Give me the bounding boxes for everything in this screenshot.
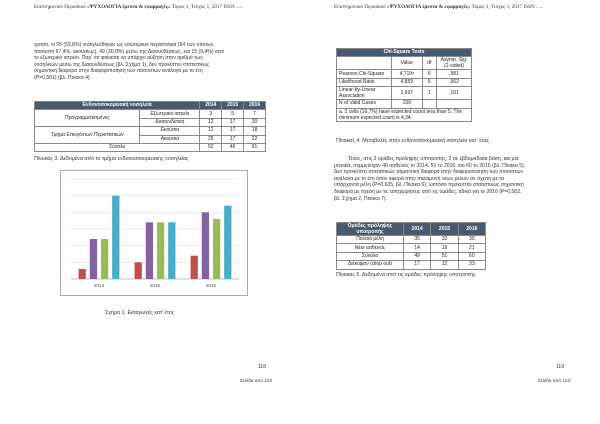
bar <box>213 219 220 279</box>
paragraph-line: το εξωτερικό ιατρείο. Παρ' ότι φαίνεται να υπάρχει αύξηση στον αριθμό των <box>34 55 203 62</box>
table-cell: 4,859 <box>392 78 423 86</box>
row-label: Διασυνδετική <box>140 118 200 126</box>
row-label: Εξωτερικό ιατρείο <box>140 110 200 118</box>
row-label: N of Valid Cases <box>337 100 392 108</box>
table-cell: 17 <box>222 118 244 126</box>
row-label: Νέοι ασθενείς <box>337 244 404 252</box>
table-cell: 2,697 <box>392 87 423 100</box>
paragraph-line: ποσοστό 67,4%, ακουσίως), 49 (30,8%) μέσω της Διασυνδέσεως, και 15 (9,4%) από <box>34 48 225 55</box>
table-cell: 52 <box>200 143 222 151</box>
table-cell: 159 <box>392 100 423 108</box>
table-cell: 3 <box>200 110 222 118</box>
body-paragraph <box>34 42 276 82</box>
row-label: Παλαιά μέλη <box>337 236 404 244</box>
table4 <box>336 48 472 122</box>
table-cell: 33 <box>458 261 485 269</box>
table-cell: ,562 <box>437 78 472 86</box>
table-title: Chi-Square Tests <box>337 49 472 57</box>
table-header: 2015 <box>222 102 244 110</box>
table-cell: 19 <box>431 244 458 252</box>
row-label: Pearson Chi-Square <box>337 70 392 78</box>
paragraph-line: Τέλος, στις 3 ομάδες πρόληψης υποτροπής, 2 σε εβδομαδιαία βάση, και μία <box>348 156 519 162</box>
x-tick-label: 2015 <box>149 283 161 288</box>
table-row <box>337 236 486 244</box>
table-row <box>337 100 472 108</box>
table-cell: 61 <box>244 143 266 151</box>
table-row <box>337 78 472 86</box>
table-cell <box>437 100 472 108</box>
table-header: Ομάδες πρόληψης υποτροπής <box>337 223 404 236</box>
bar <box>135 262 142 279</box>
table5-caption: Πίνακας 5. Δεδομένα από τις ομάδες πρόληψης υποτροπής <box>336 272 476 278</box>
table-cell: 49 <box>404 252 431 260</box>
table3 <box>34 101 266 152</box>
table-cell: 18 <box>244 127 266 135</box>
table-cell: 1 <box>422 87 436 100</box>
row-label: Σύνολο <box>337 252 404 260</box>
table-header: 2015 <box>431 223 458 236</box>
paragraph-line: μηνιαία, συμμετείχαν 49 ασθενείς το 2014, 51 το 2015, και 60 το 2016 (βλ. Πίνακα 5). <box>334 162 526 169</box>
table-cell: 5 <box>222 110 244 118</box>
table-row-total <box>35 143 266 151</box>
right-page <box>300 0 600 424</box>
table-cell: 17 <box>222 127 244 135</box>
table-cell: 4,719ᵃ <box>392 70 423 78</box>
row-label: Linear-by-Linear Association <box>337 87 392 100</box>
table-row <box>35 127 266 135</box>
figure1-chart <box>60 170 248 296</box>
page-header: Επιστημονικό Περιοδικό «ΨΥΧΟΛΟΓΙΑ έρευνα & εφαρμογές» Τόμος 1, Τεύχος 1, 2017 ISSN ..... <box>334 4 543 10</box>
paragraph-line: τριτάτι, οι 95 (59,8%) νοσηλεύθηκαν ως εσωτερικοί περιστατικά (64 των οποίων, <box>34 42 215 48</box>
bar-chart <box>61 171 247 295</box>
page-number: 119 <box>556 364 564 370</box>
table-cell: 60 <box>458 252 485 260</box>
row-label: Εκούσια <box>140 127 200 135</box>
table-cell: ,581 <box>437 70 472 78</box>
paragraph-line: νοσηλειών μέσω της Διασυνδέσεως (βλ. Σχήμα 1), δεν προκύπτει στατιστικώς <box>34 61 210 68</box>
table-cell: 51 <box>431 252 458 260</box>
table-row <box>337 70 472 78</box>
body-paragraph <box>334 156 580 202</box>
paragraph-line: βλ. Σχήμα 2, Πίνακα 7). <box>334 195 388 202</box>
bar <box>79 269 86 279</box>
table-header: Value <box>392 57 423 70</box>
table-cell: 17 <box>404 261 431 269</box>
table-header: 2016 <box>458 223 485 236</box>
table-cell: 25 <box>200 135 222 143</box>
table-row <box>337 244 486 252</box>
table4-caption: Πίνακας 4. Μεταβολές στην ενδονοσοκομειακή νοσηλεία κατ' έτος <box>336 138 490 144</box>
table-cell: 6 <box>422 78 436 86</box>
table-row <box>337 261 486 269</box>
row-label: Σύνολο <box>35 143 200 151</box>
row-label: Likelihood Ratio <box>337 78 392 86</box>
paragraph-line: διαφορά με σχέση με τις αποχωρήσεις από τις ομάδες, αδικά για το 2016 (P=0,002, <box>334 188 522 195</box>
table-header: Ενδονοσοκομειακή νοσηλεία <box>35 102 200 110</box>
bar <box>191 256 198 279</box>
row-label: Ακούσια <box>140 135 200 143</box>
table-header <box>337 57 392 70</box>
table-header: 2014 <box>404 223 431 236</box>
table5 <box>336 222 486 270</box>
table-header: 2016 <box>244 102 266 110</box>
x-tick-label: 2016 <box>205 283 217 288</box>
table-footnote: a. 2 cells (16,7%) have expected count less than 5. The minimum expected count is 4,34. <box>337 108 472 121</box>
bar <box>224 206 231 279</box>
table-cell <box>422 100 436 108</box>
bar <box>202 212 209 279</box>
paragraph-line: σημαντική διαφορά στην διαφοροποίηση των ποσοστών ανάλογα με το έτη <box>34 68 203 75</box>
row-label: Διέκοψαν (drop out) <box>337 261 404 269</box>
bar <box>112 196 119 279</box>
table-header: 2014 <box>200 102 222 110</box>
table-cell: 35 <box>404 236 431 244</box>
paragraph-line: ανάλογα με το έτη όσον αφορά στην παραμονή νέων μελών σε σχέση με τα <box>334 175 505 182</box>
table-cell: 14 <box>404 244 431 252</box>
table3-caption: Πίνακας 3. Δεδομένα από το τμήμα ενδονοσοκομειακής νοσηλείας <box>34 156 189 162</box>
page-of: Σελίδα από 123 <box>240 378 273 383</box>
bar <box>101 239 108 279</box>
table-header: Asymp. Sig. (2-sided) <box>437 57 472 70</box>
paragraph-line: υπάρχοντα μέλη (P=0,635, βλ. Πίνακα 6), ωστόσο προκύπτει στατιστικώς σημαντική <box>334 182 524 189</box>
table-row <box>337 87 472 100</box>
paragraph-line: Δεν προκύπτει στατιστικώς σημαντική διαφορά στην διαφοροποίηση των ποσοστών <box>334 169 524 176</box>
table-cell: 12 <box>431 261 458 269</box>
row-group-label: Προγραμματισμένες <box>35 110 140 127</box>
row-group-label: Τμήμα Επειγόντων Περιστατικών <box>35 127 140 144</box>
table-cell: 39 <box>458 236 485 244</box>
page-of: Σελίδα από 123 <box>538 378 571 383</box>
table-header: df <box>422 57 436 70</box>
table-cell: 20 <box>244 118 266 126</box>
bar <box>157 222 164 279</box>
table-cell: 6 <box>422 70 436 78</box>
table-cell: 12 <box>200 127 222 135</box>
table-cell: 17 <box>222 135 244 143</box>
table-cell: 22 <box>244 135 266 143</box>
table-cell: 12 <box>200 118 222 126</box>
table-cell: 32 <box>431 236 458 244</box>
bar <box>168 222 175 279</box>
table-cell: 21 <box>458 244 485 252</box>
paragraph-line: (P=0,581) (βλ. Πίνακα 4). <box>34 74 92 81</box>
page-header: Επιστημονικό Περιοδικό «ΨΥΧΟΛΟΓΙΑ έρευνα & εφαρμογές» Τόμος 1, Τεύχος 1, 2017 ISSN ..... <box>34 4 243 10</box>
figure1-caption: Σχήμα 1. Εισαγωγές κατ' έτος <box>105 310 175 316</box>
table-row <box>35 110 266 118</box>
table-row <box>337 252 486 260</box>
table-cell: ,101 <box>437 87 472 100</box>
page-number: 118 <box>258 364 266 370</box>
table-cell: 46 <box>222 143 244 151</box>
x-tick-label: 2014 <box>93 283 105 288</box>
bar <box>90 239 97 279</box>
table-cell: 7 <box>244 110 266 118</box>
bar <box>146 222 153 279</box>
